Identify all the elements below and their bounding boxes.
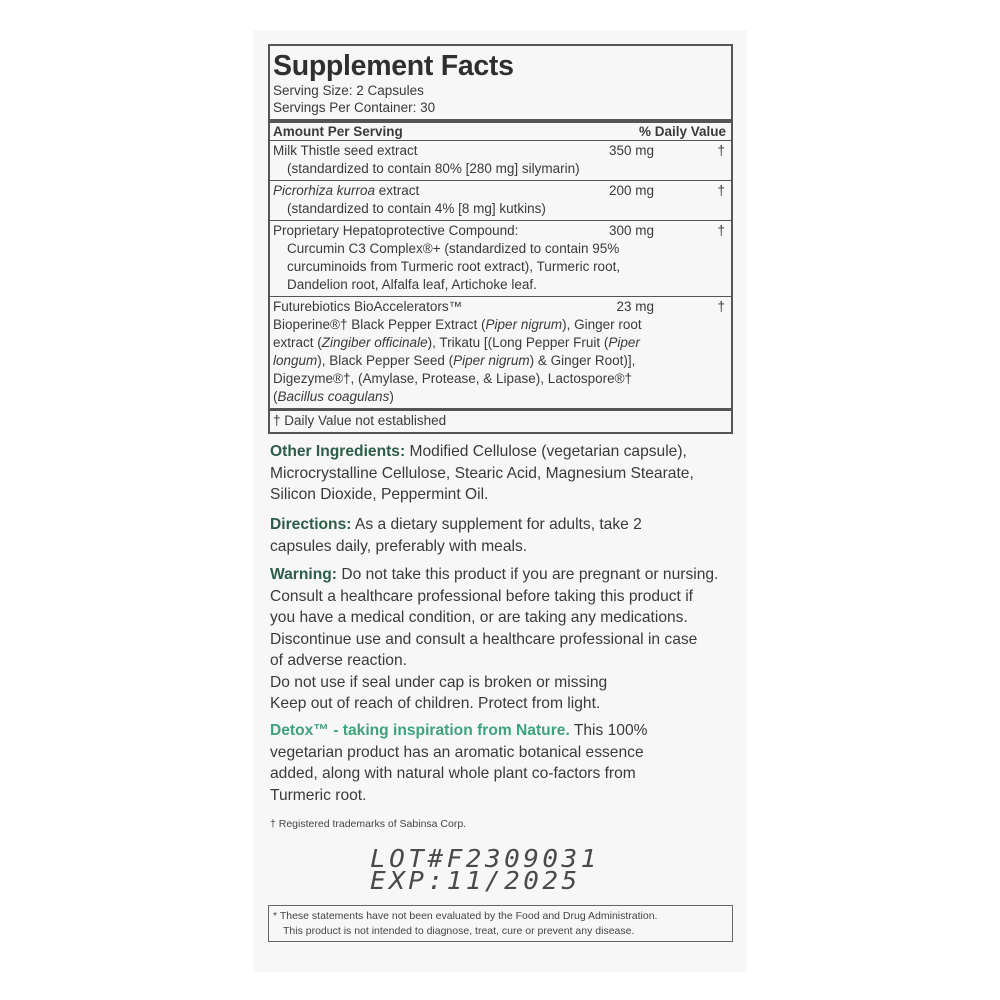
directions <box>270 514 740 557</box>
other-ingredients-heading: Other Ingredients: <box>270 443 406 460</box>
ingredient-standardization: (standardized to contain 80% [280 mg] silymarin) <box>287 161 580 176</box>
facts-row-picrorhiza <box>270 180 731 220</box>
accelerator-line <box>273 388 728 406</box>
servings-per-container: Servings Per Container: 30 <box>273 100 436 115</box>
paragraph-line: Keep out of reach of children. Protect from light. <box>270 695 601 712</box>
text-segment: ), Ginger root <box>562 317 642 332</box>
facts-row-bioaccelerators <box>270 296 731 408</box>
dagger-mark: † <box>717 223 725 238</box>
paragraph-line: Discontinue use and consult a healthcare professional in case <box>270 630 698 648</box>
ingredient-name: Milk Thistle seed extract <box>273 143 418 158</box>
serving-size: Serving Size: 2 Capsules <box>273 83 424 98</box>
disclaimer-line: This product is not intended to diagnose, treat, cure or prevent any disease. <box>283 925 635 937</box>
compound-line: Curcumin C3 Complex®+ (standardized to contain 95% <box>287 241 620 256</box>
accelerator-line: Digezyme®†, (Amylase, Protease, & Lipase), Lactospore®† <box>273 371 633 386</box>
paragraph-line: added, along with natural whole plant co-factors from <box>270 765 636 782</box>
directions-heading: Directions: <box>270 516 352 533</box>
compound-line: curcuminoids from Turmeric root extract), Turmeric root, <box>287 259 621 274</box>
text-segment: ), Black Pepper Seed ( <box>317 353 454 368</box>
paragraph-line: Silicon Dioxide, Peppermint Oil. <box>270 486 489 503</box>
paragraph-line: capsules daily, preferably with meals. <box>270 537 528 555</box>
text-segment: extract ( <box>273 335 322 350</box>
other-ingredients <box>270 441 740 506</box>
latin-name: Zingiber officinale <box>321 335 428 350</box>
dagger-mark: † <box>717 183 725 198</box>
warning <box>270 564 740 715</box>
warning-heading: Warning: <box>270 566 337 583</box>
ingredient-amount: 300 mg <box>608 223 654 238</box>
daily-value-header: % Daily Value <box>638 124 726 139</box>
supplement-facts-title: Supplement Facts <box>273 50 514 82</box>
paragraph-line: of adverse reaction. <box>270 652 407 669</box>
latin-name: Piper <box>608 335 640 350</box>
ingredient-name: Futurebiotics BioAccelerators™ <box>273 299 463 314</box>
ingredient-name <box>273 182 728 200</box>
ingredient-name-suffix: extract <box>375 183 420 198</box>
text-segment: This 100% <box>569 722 648 739</box>
dagger-mark: † <box>717 299 725 314</box>
detox-description <box>270 720 740 806</box>
ingredient-name: Proprietary Hepatoprotective Compound: <box>273 223 519 238</box>
latin-name: longum <box>273 353 318 368</box>
paragraph-line: you have a medical condition, or are taking any medications. <box>270 609 688 626</box>
facts-footnote-row <box>270 408 731 432</box>
amount-per-serving-header: Amount Per Serving <box>273 124 403 139</box>
facts-header-row <box>270 123 731 140</box>
paragraph-line: Microcrystalline Cellulose, Stearic Acid, Magnesium Stearate, <box>270 464 694 482</box>
ingredient-latin-name: Picrorhiza kurroa <box>273 183 376 198</box>
detox-heading: Detox™ - taking inspiration from Nature. <box>270 722 570 739</box>
paragraph-line: Turmeric root. <box>270 786 367 804</box>
ingredient-amount: 200 mg <box>608 183 654 198</box>
text-segment: Modified Cellulose (vegetarian capsule), <box>405 443 687 460</box>
lot-number: LOT#F2309031 <box>370 845 600 874</box>
disclaimer-line: * These statements have not been evaluated by the Food and Drug Administration. <box>273 910 658 922</box>
paragraph-line <box>270 564 740 586</box>
text-segment: As a dietary supplement for adults, take 2 <box>351 516 642 533</box>
text-segment: ) & Ginger Root)], <box>529 353 636 368</box>
text-segment: ), Trikatu [(Long Pepper Fruit ( <box>427 335 609 350</box>
text-segment: ( <box>273 389 278 404</box>
lot-expiry-stamp <box>370 845 600 896</box>
ingredient-amount: 23 mg <box>616 299 654 314</box>
paragraph-line: Do not use if seal under cap is broken or missing <box>270 673 608 691</box>
ingredient-standardization: (standardized to contain 4% [8 mg] kutkins) <box>287 201 546 216</box>
facts-row-proprietary-compound <box>270 220 731 296</box>
latin-name: Piper nigrum <box>485 317 563 332</box>
accelerator-line <box>273 352 728 370</box>
paragraph-line <box>270 720 740 742</box>
trademark-note: † Registered trademarks of Sabinsa Corp. <box>270 818 467 830</box>
latin-name: Bacillus coagulans <box>277 389 390 404</box>
text-segment: Do not take this product if you are pregnant or nursing. <box>336 566 719 583</box>
paragraph-line <box>270 441 740 463</box>
paragraph-line <box>270 514 740 536</box>
paragraph-line: vegetarian product has an aromatic botanical essence <box>270 743 644 761</box>
fda-disclaimer-box <box>268 905 733 942</box>
latin-name: Piper nigrum <box>453 353 530 368</box>
facts-row-milk-thistle <box>270 140 731 180</box>
accelerator-line <box>273 334 728 352</box>
daily-value-footnote: † Daily Value not established <box>273 413 447 428</box>
text-segment: Bioperine®† Black Pepper Extract ( <box>273 317 486 332</box>
compound-line: Dandelion root, Alfalfa leaf, Artichoke leaf. <box>287 277 537 292</box>
accelerator-line <box>273 316 728 334</box>
expiry-date: EXP:11/2025 <box>370 867 581 896</box>
supplement-facts-panel <box>268 44 733 434</box>
ingredient-amount: 350 mg <box>608 143 654 158</box>
dagger-mark: † <box>717 143 725 158</box>
text-segment: ) <box>389 389 394 404</box>
paragraph-line: Consult a healthcare professional before taking this product if <box>270 587 694 605</box>
